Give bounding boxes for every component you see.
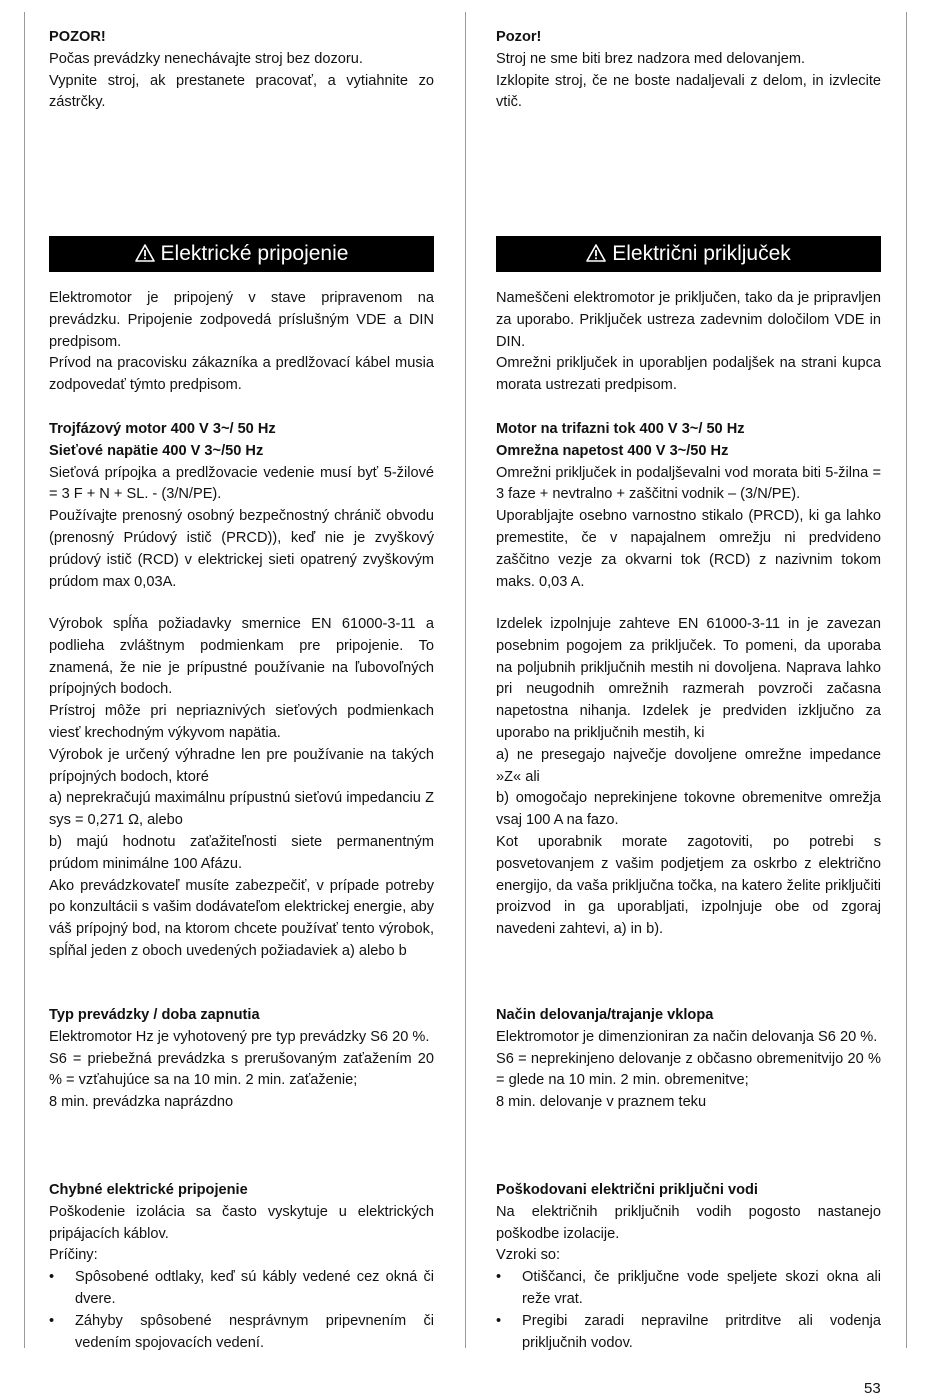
right-margin-rule xyxy=(906,12,907,1348)
page-number: 53 xyxy=(864,1380,881,1397)
faulty-block-sk xyxy=(49,1180,434,1354)
list-item xyxy=(496,1311,881,1355)
duty-paragraph-sk: Elektromotor Hz je vyhotovený pre typ prevádzky S6 20 %. xyxy=(49,1028,430,1045)
list-item-text: Pregibi zaradi nepravilne pritrditve ali vodenja priključnih vodov. xyxy=(522,1312,881,1351)
warning-line-sl: Stroj ne sme biti brez nadzora med delovanjem. xyxy=(496,50,806,67)
intro-paragraph-sl: Omrežni priključek in uporabljen podaljšek na strani kupca morata ustrezati predpisom. xyxy=(496,355,881,394)
motor-title-sk: Trojfázový motor 400 V 3~/ 50 Hz xyxy=(49,421,276,437)
intro-block-sl xyxy=(496,288,881,397)
duty-paragraph-sl: S6 = neprekinjeno delovanje z občasno obremenitvijo 20 % = glede na 10 min. 2 min. obremenitve; xyxy=(496,1050,881,1089)
warning-line-sk: Vypnite stroj, ak prestanete pracovať, a vytiahnite zo zástrčky. xyxy=(49,72,434,111)
list-item-text: Spôsobené odtlaky, keď sú kábly vedené cez okná či dvere. xyxy=(75,1269,434,1307)
motor-paragraph-sk: Sieťová prípojka a predlžovacie vedenie musí byť 5-žilové = 3 F + N + SL. - (3/N/PE). xyxy=(49,464,434,503)
standard-paragraph-sl: Izdelek izpolnjuje zahteve EN 61000-3-11 in je zavezan posebnim pogojem za priključek. To pomeni, da uporaba na poljubnih priključnih mestih ni dovoljena. Naprava lahko pri neugodnih omrežnih razmerah povzroči začasna napetostna nihanja. Izdelek je predviden izključno za uporabo na priključnih mestih, ki xyxy=(496,616,881,741)
list-item-text: Otiščanci, če priključne vode speljete skozi okna ali reže vrat. xyxy=(522,1269,881,1307)
standard-paragraph-sl: a) ne presegajo največje dovoljene omrežne impedance »Z« ali xyxy=(496,746,881,785)
motor-block-sk xyxy=(49,419,434,593)
section-heading-text-sl: Električni priključek xyxy=(612,242,791,265)
standard-paragraph-sk: Ako prevádzkovateľ musíte zabezpečiť, v prípade potreby po konzultácii s vašim dodávateľom elektrickej energie, aby váš prípojný bod, na ktorom chcete používať tento výrobok, spĺňal jeden z oboch uvedených požiadaviek a) alebo b xyxy=(49,877,434,959)
warning-line-sl: Izklopite stroj, če ne boste nadaljevali z delom, in izvlecite vtič. xyxy=(496,72,881,111)
left-margin-rule xyxy=(24,12,25,1348)
standard-paragraph-sk: Výrobok spĺňa požiadavky smernice EN 61000-3-11 a podlieha zvláštnym podmienkam pre pripojenie. To znamená, že nie je prípustné používanie na ľubovoľných prípojných bodoch. xyxy=(49,616,434,698)
section-heading-sl xyxy=(496,236,881,272)
warning-block-sk xyxy=(49,27,434,114)
list-item xyxy=(49,1311,434,1355)
intro-paragraph-sl: Nameščeni elektromotor je priključen, tako da je pripravljen za uporabo. Priključek ustreza zadevnim določilom VDE in DIN. xyxy=(496,290,881,350)
standard-block-sk xyxy=(49,614,434,963)
intro-paragraph-sk: Elektromotor je pripojený v stave pripravenom na prevádzku. Pripojenie zodpovedá príslušným VDE a DIN predpisom. xyxy=(49,290,434,350)
warning-block-sl xyxy=(496,27,881,114)
section-heading-sk xyxy=(49,236,434,272)
intro-paragraph-sk: Prívod na pracovisku zákazníka a predlžovací kábel musia zodpovedať týmto predpisom. xyxy=(49,355,434,394)
section-heading-text-sk: Elektrické pripojenie xyxy=(160,242,349,265)
standard-paragraph-sl: b) omogočajo neprekinjene tokovne obremenitve omrežja vsaj 100 A na fazo. xyxy=(496,790,881,829)
duty-paragraph-sl: 8 min. delovanje v praznem teku xyxy=(496,1094,707,1111)
duty-paragraph-sl: Elektromotor je dimenzioniran za način delovanja S6 20 %. xyxy=(496,1028,878,1045)
standard-paragraph-sk: b) majú hodnotu zaťažiteľnosti siete permanentným prúdom minimálne 100 Afázu. xyxy=(49,833,434,872)
faulty-block-sl xyxy=(496,1180,881,1354)
causes-label-sk: Príčiny: xyxy=(49,1247,98,1264)
duty-paragraph-sk: S6 = priebežná prevádzka s prerušovaným zaťažením 20 % = vzťahujúce sa na 10 min. 2 min. zaťaženie; xyxy=(49,1050,434,1089)
warning-title-sk: POZOR! xyxy=(49,29,106,45)
bullet-icon: • xyxy=(49,1269,55,1286)
bullet-icon: • xyxy=(496,1312,502,1329)
warning-line-sk: Počas prevádzky nenechávajte stroj bez dozoru. xyxy=(49,50,363,67)
intro-block-sk xyxy=(49,288,434,397)
faulty-title-sk: Chybné elektrické pripojenie xyxy=(49,1182,248,1198)
motor-block-sl xyxy=(496,419,881,593)
duty-paragraph-sk: 8 min. prevádzka naprázdno xyxy=(49,1094,234,1111)
bullet-icon: • xyxy=(496,1269,502,1286)
warning-triangle-icon xyxy=(586,238,606,274)
bullet-icon: • xyxy=(49,1312,55,1329)
faulty-paragraph-sk: Poškodenie izolácia sa často vyskytuje u elektrických pripájacích káblov. xyxy=(49,1203,434,1242)
standard-paragraph-sl: Kot uporabnik morate zagotoviti, po potrebi s posvetovanjem z vašim podjetjem za oskrbo z električno energijo, da vaša priključna točka, na katero želite priključiti proizvod in ga uporabljati, izpolnjuje obe od zgoraj navedeni zahtevi, a) in b). xyxy=(496,833,881,938)
motor-paragraph-sk: Používajte prenosný osobný bezpečnostný chránič obvodu (prenosný Prúdový istič (PRCD)), keď nie je zvyškový prúdový istič (RCD) v elektrickej sieti opatrený zvyškovým prúdom max 0,03A. xyxy=(49,508,434,590)
faulty-paragraph-sl: Na električnih priključnih vodih pogosto nastanejo poškodbe izolacije. xyxy=(496,1203,881,1242)
causes-label-sl: Vzroki so: xyxy=(496,1247,561,1264)
list-item xyxy=(496,1267,881,1311)
duty-block-sl xyxy=(496,1005,881,1114)
list-item xyxy=(49,1267,434,1311)
motor-title-sl: Motor na trifazni tok 400 V 3~/ 50 Hz xyxy=(496,421,745,437)
motor-paragraph-sl: Uporabljajte osebno varnostno stikalo (PRCD), ki ga lahko premestite, če v napajalnem omrežju ni predvideno zaščitno vezje za okvarni tok (RCD) z nazivnim tokom maks. 0,03 A. xyxy=(496,508,881,590)
mains-title-sl: Omrežna napetost 400 V 3~/50 Hz xyxy=(496,442,729,459)
duty-block-sk xyxy=(49,1005,434,1114)
warning-title-sl: Pozor! xyxy=(496,29,542,45)
causes-list-sl xyxy=(496,1267,881,1354)
causes-list-sk xyxy=(49,1267,434,1354)
duty-title-sk: Typ prevádzky / doba zapnutia xyxy=(49,1007,260,1023)
standard-paragraph-sk: Výrobok je určený výhradne len pre používanie na takých prípojných bodoch, ktoré xyxy=(49,746,434,785)
standard-paragraph-sk: Prístroj môže pri nepriaznivých sieťových podmienkach viesť krechodným výkyvom napätia. xyxy=(49,703,434,741)
faulty-title-sl: Poškodovani električni priključni vodi xyxy=(496,1182,758,1198)
motor-paragraph-sl: Omrežni priključek in podaljševalni vod morata biti 5-žilna = 3 faze + nevtralno + zaščitni vodnik – (3/N/PE). xyxy=(496,464,881,503)
standard-block-sl xyxy=(496,614,881,941)
column-divider-rule xyxy=(465,12,466,1348)
warning-triangle-icon xyxy=(135,238,155,274)
mains-title-sk: Sieťové napätie 400 V 3~/50 Hz xyxy=(49,442,264,459)
list-item-text: Záhyby spôsobené nesprávnym pripevnením či vedením spojovacích vedení. xyxy=(75,1312,434,1351)
duty-title-sl: Način delovanja/trajanje vklopa xyxy=(496,1007,714,1023)
standard-paragraph-sk: a) neprekračujú maximálnu prípustnú sieťovú impedanciu Z sys = 0,271 Ω, alebo xyxy=(49,790,434,829)
